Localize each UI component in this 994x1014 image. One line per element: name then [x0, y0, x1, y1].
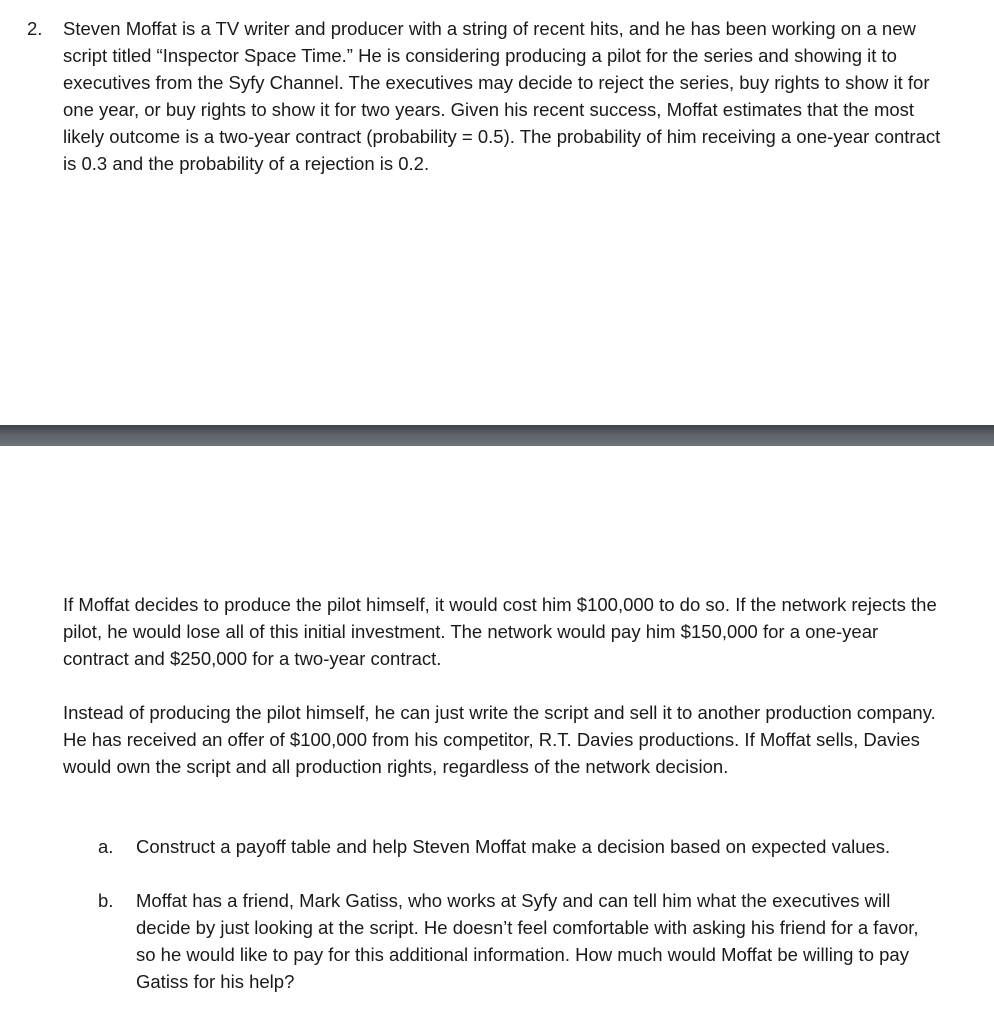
- page-divider: [0, 425, 994, 446]
- question-number: 2.: [27, 18, 43, 39]
- subquestion-a-text: Construct a payoff table and help Steven Moffat make a decision based on expected values.: [136, 836, 891, 857]
- paragraph-production-cost: If Moffat decides to produce the pilot himself, it would cost him $100,000 to do so. If the network rejects the pilot, he would lose all of this initial investment. The network would pay him $150,000 for a one-year contract and $250,000 for a two-year contract.: [63, 594, 937, 669]
- subquestion-b-text: Moffat has a friend, Mark Gatiss, who works at Syfy and can tell him what the executives will decide by just looking at the script. He doesn’t feel comfortable with asking his friend for a favor, so he would like to pay for this additional information. How much would Moffat be willing to pay Gatiss for his help?: [136, 890, 919, 992]
- paragraph-sell-offer: Instead of producing the pilot himself, he can just write the script and sell it to another production company. He has received an offer of $100,000 from his competitor, R.T. Davies productions. If Moffat sells, Davies would own the script and all production rights, regardless of the network decision.: [63, 702, 936, 777]
- subquestion-a-label: a.: [98, 836, 114, 857]
- question-intro: Steven Moffat is a TV writer and producer with a string of recent hits, and he has been working on a new script titled “Inspector Space Time.” He is considering producing a pilot for the series and showing it to executives from the Syfy Channel. The executives may decide to reject the series, buy rights to show it for one year, or buy rights to show it for two years. Given his recent success, Moffat estimates that the most likely outcome is a two-year contract (probability = 0.5). The probability of him receiving a one-year contract is 0.3 and the probability of a rejection is 0.2.: [63, 18, 941, 174]
- subquestion-b-label: b.: [98, 890, 114, 911]
